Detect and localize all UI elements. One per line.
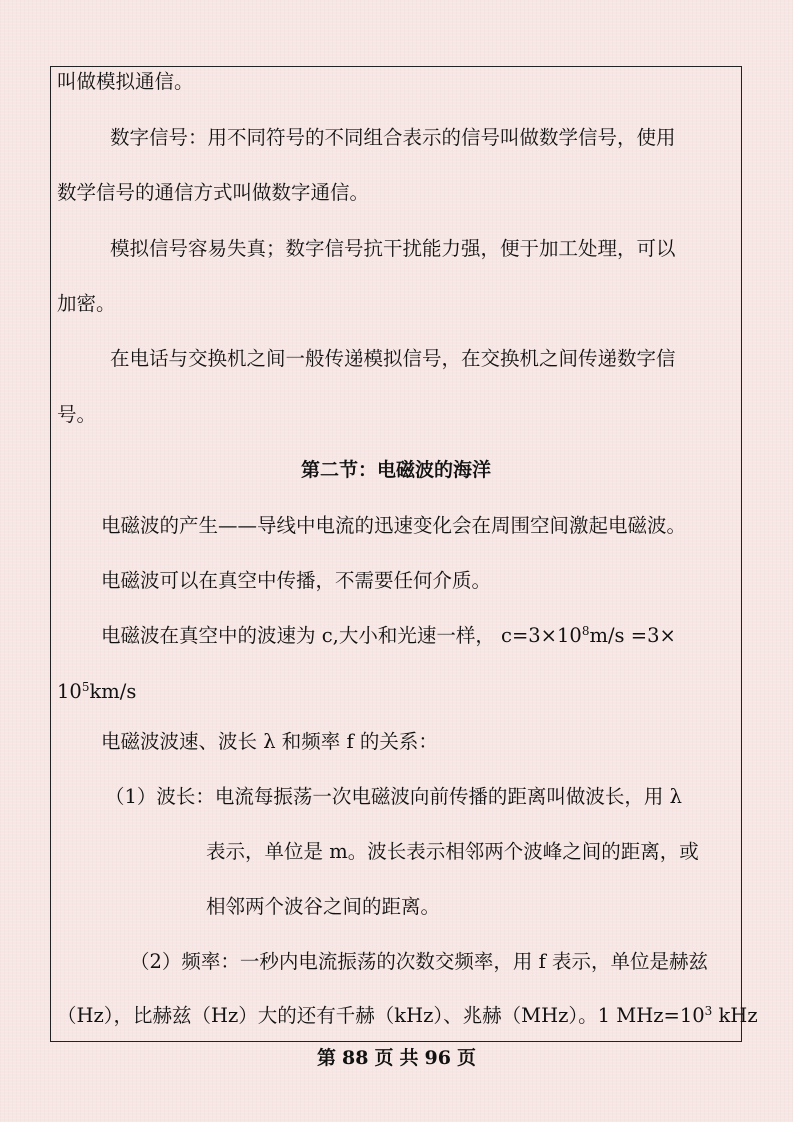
- paragraph-line: 在电话与交换机之间一般传递模拟信号，在交换机之间传递数字信: [110, 347, 676, 370]
- superscript: 8: [581, 624, 590, 638]
- footer-word: 页: [374, 1047, 394, 1069]
- footer-word: 第: [317, 1047, 337, 1069]
- text-run: （Hz），比赫兹（Hz）大的还有千赫（kHz）、兆赫（MHz）。1 MHz=10: [57, 1004, 705, 1027]
- paragraph-line: 数字信号：用不同符号的不同组合表示的信号叫做数学信号，使用: [110, 126, 676, 149]
- page-number: 88: [342, 1047, 369, 1069]
- paragraph-line: 数学信号的通信方式叫做数字通信。: [57, 181, 370, 204]
- paragraph-line: 叫做模拟通信。: [57, 70, 194, 93]
- paragraph-line: [101, 624, 781, 648]
- paragraph-line: （2）频率：一秒内电流振荡的次数交频率，用 f 表示，单位是赫兹: [130, 950, 709, 973]
- paragraph-line: （1）波长：电流每振荡一次电磁波向前传播的距离叫做波长，用 λ: [105, 785, 682, 808]
- paragraph-line: [57, 1004, 758, 1028]
- paragraph-line: 模拟信号容易失真；数字信号抗干扰能力强，便于加工处理，可以: [110, 237, 676, 260]
- text-run: 电磁波在真空中的波速为 c,大小和光速一样， c=3×10: [101, 624, 582, 647]
- paragraph-line: [57, 680, 737, 704]
- text-run: m/s =3×: [589, 624, 676, 647]
- paragraph-line: 电磁波波速、波长 λ 和频率 f 的关系：: [101, 730, 438, 753]
- paragraph-line: 相邻两个波谷之间的距离。: [206, 895, 441, 918]
- footer-word: 页: [456, 1047, 476, 1069]
- text-run: kHz: [712, 1004, 758, 1027]
- superscript: 3: [704, 1004, 713, 1018]
- paragraph-line: 表示，单位是 m。波长表示相邻两个波峰之间的距离，或: [206, 840, 699, 863]
- page-footer: [0, 1046, 793, 1070]
- total-pages: 96: [424, 1047, 451, 1069]
- footer-word: 共: [399, 1047, 419, 1069]
- paragraph-line: 电磁波的产生——导线中电流的迅速变化会在周围空间激起电磁波。: [101, 514, 687, 537]
- paragraph-line: 号。: [57, 403, 97, 426]
- text-run: 10: [57, 680, 82, 703]
- paragraph-line: 加密。: [57, 292, 116, 315]
- paragraph-line: 电磁波可以在真空中传播，不需要任何介质。: [101, 569, 492, 592]
- text-run: km/s: [89, 680, 137, 703]
- section-title: 第二节：电磁波的海洋: [300, 459, 491, 481]
- superscript: 5: [81, 680, 90, 694]
